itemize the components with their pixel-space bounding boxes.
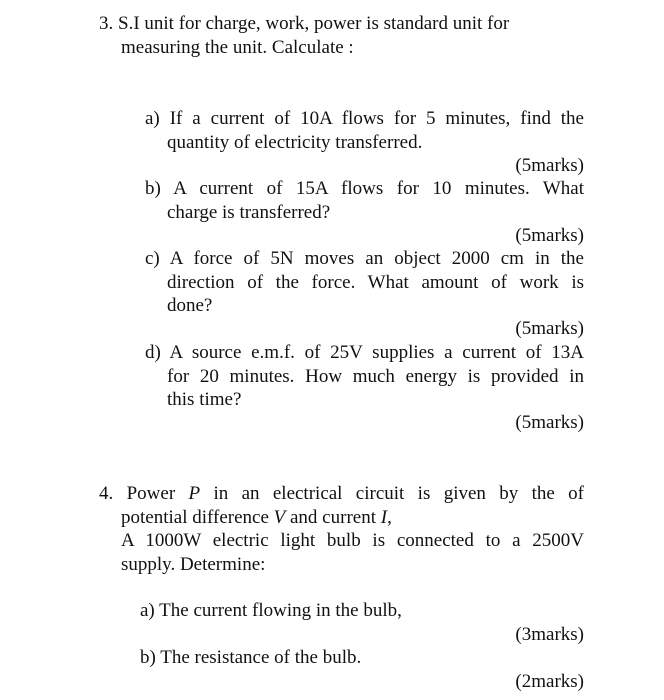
q3b-line-2: charge is transferred? — [167, 202, 331, 223]
q4-line-4: supply. Determine: — [121, 554, 266, 575]
q4b-marks: (2marks) — [515, 671, 584, 692]
q3c-line-1: c) A force of 5N moves an object 2000 cm in the — [145, 248, 584, 269]
q3c-line-3: done? — [167, 295, 213, 316]
q4-var-v: V — [273, 507, 286, 528]
q4b-text: b) The resistance of the bulb. — [140, 647, 362, 668]
q3a-line-1: a) If a current of 10A flows for 5 minutes, find the — [145, 108, 584, 129]
q3c-line-2: direction of the force. What amount of work is — [167, 272, 584, 293]
q3b-marks: (5marks) — [515, 225, 584, 246]
q3a-marks: (5marks) — [515, 155, 584, 176]
q4-var-p: P — [188, 483, 201, 504]
q4-line-2-text-c: , — [387, 507, 392, 528]
q4-line-1-text-b: in an electrical circuit is given by the of — [200, 483, 584, 504]
q3-line-1: 3. S.I unit for charge, work, power is standard unit for — [99, 13, 510, 34]
q4-var-i: I — [380, 507, 388, 528]
q3b-line-1: b) A current of 15A flows for 10 minutes. What — [145, 178, 584, 199]
q4-line-3: A 1000W electric light bulb is connected to a 2500V — [121, 530, 584, 551]
q3a-line-2: quantity of electricity transferred. — [167, 132, 423, 153]
q3d-line-2: for 20 minutes. How much energy is provided in — [167, 366, 584, 387]
q4a-text: a) The current flowing in the bulb, — [140, 600, 402, 621]
q4-line-1-text-a: 4. Power — [99, 483, 189, 504]
q3d-marks: (5marks) — [515, 412, 584, 433]
q4a-marks: (3marks) — [515, 624, 584, 645]
q3c-marks: (5marks) — [515, 318, 584, 339]
q3-line-2: measuring the unit. Calculate : — [121, 37, 354, 58]
q3d-line-3: this time? — [167, 389, 242, 410]
q3d-line-1: d) A source e.m.f. of 25V supplies a current of 13A — [145, 342, 584, 363]
q4-line-2 — [121, 506, 392, 529]
q4-line-2-text-a: potential difference — [121, 507, 274, 528]
q4-line-2-text-b: and current — [285, 507, 381, 528]
q4-line-1 — [99, 482, 584, 505]
